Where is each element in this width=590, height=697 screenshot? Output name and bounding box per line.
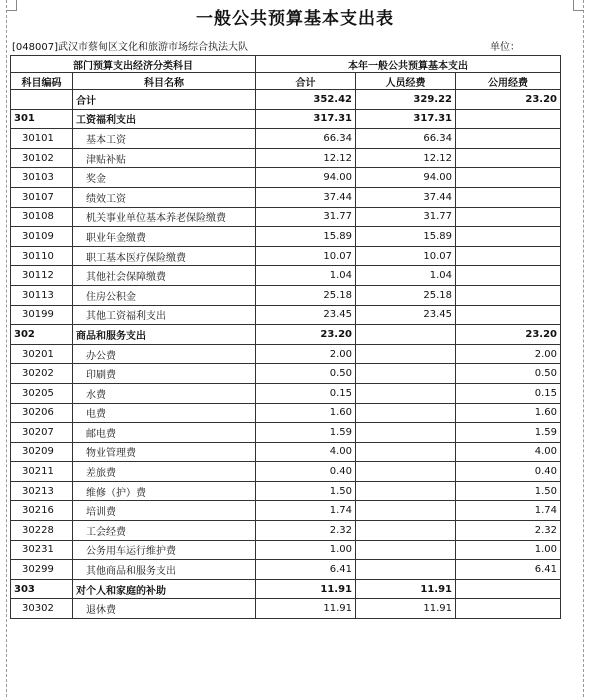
cell-personnel bbox=[356, 442, 456, 462]
header-personnel: 人员经费 bbox=[356, 73, 456, 90]
cell-total: 11.91 bbox=[256, 599, 356, 619]
table-row bbox=[11, 579, 561, 599]
cell-public: 1.74 bbox=[456, 501, 561, 521]
cell-public: 4.00 bbox=[456, 442, 561, 462]
cell-total: 0.40 bbox=[256, 462, 356, 482]
page-title: 一般公共预算基本支出表 bbox=[196, 9, 394, 29]
cell-code bbox=[11, 90, 73, 110]
table-row bbox=[11, 521, 561, 541]
cell-personnel: 11.91 bbox=[356, 599, 456, 619]
cell-personnel: 37.44 bbox=[356, 187, 456, 207]
cell-code: 30209 bbox=[11, 442, 73, 462]
header-name: 科目名称 bbox=[73, 73, 256, 90]
cell-name: 退休费 bbox=[73, 599, 256, 619]
cell-code: 30207 bbox=[11, 423, 73, 443]
cell-public bbox=[456, 168, 561, 188]
cell-code: 30202 bbox=[11, 364, 73, 384]
cell-public: 23.20 bbox=[456, 325, 561, 345]
cell-personnel: 12.12 bbox=[356, 148, 456, 168]
cell-name: 奖金 bbox=[73, 168, 256, 188]
cell-name: 培训费 bbox=[73, 501, 256, 521]
header-total: 合计 bbox=[256, 73, 356, 90]
cell-code: 30108 bbox=[11, 207, 73, 227]
cell-total: 2.32 bbox=[256, 521, 356, 541]
cell-name: 办公费 bbox=[73, 344, 256, 364]
cell-personnel bbox=[356, 521, 456, 541]
cell-name: 合计 bbox=[73, 90, 256, 110]
cell-total: 94.00 bbox=[256, 168, 356, 188]
table-row bbox=[11, 403, 561, 423]
cell-name: 差旅费 bbox=[73, 462, 256, 482]
expenditure-table bbox=[10, 55, 561, 619]
cell-public bbox=[456, 266, 561, 286]
cell-code: 30302 bbox=[11, 599, 73, 619]
table-row bbox=[11, 187, 561, 207]
cell-total: 10.07 bbox=[256, 246, 356, 266]
cell-total: 4.00 bbox=[256, 442, 356, 462]
table-row bbox=[11, 227, 561, 247]
cell-personnel: 11.91 bbox=[356, 579, 456, 599]
cell-personnel: 317.31 bbox=[356, 109, 456, 129]
cell-public: 1.60 bbox=[456, 403, 561, 423]
table-row bbox=[11, 325, 561, 345]
cell-total: 317.31 bbox=[256, 109, 356, 129]
cell-name: 其他社会保障缴费 bbox=[73, 266, 256, 286]
cell-total: 25.18 bbox=[256, 285, 356, 305]
cell-name: 绩效工资 bbox=[73, 187, 256, 207]
cell-code: 30206 bbox=[11, 403, 73, 423]
cell-public bbox=[456, 579, 561, 599]
cell-total: 1.60 bbox=[256, 403, 356, 423]
cell-code: 30299 bbox=[11, 560, 73, 580]
table-row bbox=[11, 540, 561, 560]
cell-name: 邮电费 bbox=[73, 423, 256, 443]
cell-code: 30103 bbox=[11, 168, 73, 188]
cell-code: 30107 bbox=[11, 187, 73, 207]
cell-name: 对个人和家庭的补助 bbox=[73, 579, 256, 599]
table-row bbox=[11, 383, 561, 403]
cell-personnel bbox=[356, 540, 456, 560]
table-row bbox=[11, 129, 561, 149]
cell-personnel: 10.07 bbox=[356, 246, 456, 266]
cell-total: 12.12 bbox=[256, 148, 356, 168]
cell-public: 6.41 bbox=[456, 560, 561, 580]
cell-name: 维修（护）费 bbox=[73, 481, 256, 501]
unit-label: 单位： bbox=[490, 42, 520, 53]
cell-public: 1.50 bbox=[456, 481, 561, 501]
cell-name: 职工基本医疗保险缴费 bbox=[73, 246, 256, 266]
table-row bbox=[11, 560, 561, 580]
cell-personnel: 66.34 bbox=[356, 129, 456, 149]
cell-name: 其他工资福利支出 bbox=[73, 305, 256, 325]
cell-personnel: 23.45 bbox=[356, 305, 456, 325]
cell-code: 302 bbox=[11, 325, 73, 345]
header-group-expenditure: 本年一般公共预算基本支出 bbox=[256, 56, 561, 73]
cell-total: 31.77 bbox=[256, 207, 356, 227]
cell-public: 1.59 bbox=[456, 423, 561, 443]
header-public: 公用经费 bbox=[456, 73, 561, 90]
cell-total: 1.00 bbox=[256, 540, 356, 560]
cell-public bbox=[456, 207, 561, 227]
table-row bbox=[11, 442, 561, 462]
table-row bbox=[11, 462, 561, 482]
cell-public bbox=[456, 187, 561, 207]
cell-personnel bbox=[356, 481, 456, 501]
cell-code: 30205 bbox=[11, 383, 73, 403]
cell-total: 6.41 bbox=[256, 560, 356, 580]
cell-name: 其他商品和服务支出 bbox=[73, 560, 256, 580]
cell-personnel: 94.00 bbox=[356, 168, 456, 188]
cell-code: 30113 bbox=[11, 285, 73, 305]
cell-public bbox=[456, 599, 561, 619]
cell-personnel bbox=[356, 403, 456, 423]
cell-public: 2.32 bbox=[456, 521, 561, 541]
table-row bbox=[11, 423, 561, 443]
table-row bbox=[11, 364, 561, 384]
cell-code: 30102 bbox=[11, 148, 73, 168]
cell-name: 住房公积金 bbox=[73, 285, 256, 305]
cell-name: 职业年金缴费 bbox=[73, 227, 256, 247]
cell-name: 机关事业单位基本养老保险缴费 bbox=[73, 207, 256, 227]
cell-public bbox=[456, 285, 561, 305]
cell-code: 301 bbox=[11, 109, 73, 129]
cell-code: 30110 bbox=[11, 246, 73, 266]
table-row bbox=[11, 305, 561, 325]
table-row bbox=[11, 246, 561, 266]
cell-total: 11.91 bbox=[256, 579, 356, 599]
cell-total: 15.89 bbox=[256, 227, 356, 247]
cell-public bbox=[456, 246, 561, 266]
cell-name: 津贴补贴 bbox=[73, 148, 256, 168]
cell-code: 30101 bbox=[11, 129, 73, 149]
cell-total: 66.34 bbox=[256, 129, 356, 149]
table-row bbox=[11, 599, 561, 619]
table-row bbox=[11, 207, 561, 227]
cell-code: 30231 bbox=[11, 540, 73, 560]
cell-personnel: 15.89 bbox=[356, 227, 456, 247]
cell-public bbox=[456, 227, 561, 247]
cell-public bbox=[456, 109, 561, 129]
cell-name: 工会经费 bbox=[73, 521, 256, 541]
cell-code: 30211 bbox=[11, 462, 73, 482]
cell-personnel bbox=[356, 423, 456, 443]
cell-public: 1.00 bbox=[456, 540, 561, 560]
cell-total: 1.50 bbox=[256, 481, 356, 501]
cell-total: 0.50 bbox=[256, 364, 356, 384]
cell-total: 1.59 bbox=[256, 423, 356, 443]
cell-name: 水费 bbox=[73, 383, 256, 403]
cell-code: 30112 bbox=[11, 266, 73, 286]
table-row bbox=[11, 344, 561, 364]
cell-total: 1.04 bbox=[256, 266, 356, 286]
cell-public: 23.20 bbox=[456, 90, 561, 110]
cell-name: 工资福利支出 bbox=[73, 109, 256, 129]
cell-total: 37.44 bbox=[256, 187, 356, 207]
cell-personnel bbox=[356, 364, 456, 384]
cell-public: 2.00 bbox=[456, 344, 561, 364]
cell-personnel: 31.77 bbox=[356, 207, 456, 227]
cell-public bbox=[456, 305, 561, 325]
table-row bbox=[11, 168, 561, 188]
cell-name: 基本工资 bbox=[73, 129, 256, 149]
cell-code: 30199 bbox=[11, 305, 73, 325]
table-row bbox=[11, 109, 561, 129]
cell-personnel: 329.22 bbox=[356, 90, 456, 110]
cell-personnel bbox=[356, 501, 456, 521]
cell-name: 商品和服务支出 bbox=[73, 325, 256, 345]
cell-public bbox=[456, 129, 561, 149]
cell-total: 23.20 bbox=[256, 325, 356, 345]
cell-total: 1.74 bbox=[256, 501, 356, 521]
cell-total: 2.00 bbox=[256, 344, 356, 364]
cell-code: 30228 bbox=[11, 521, 73, 541]
table-row bbox=[11, 148, 561, 168]
table-row bbox=[11, 266, 561, 286]
cell-total: 23.45 bbox=[256, 305, 356, 325]
cell-total: 0.15 bbox=[256, 383, 356, 403]
cell-public: 0.15 bbox=[456, 383, 561, 403]
table-row bbox=[11, 90, 561, 110]
header-code: 科目编码 bbox=[11, 73, 73, 90]
cell-public bbox=[456, 148, 561, 168]
cell-personnel bbox=[356, 344, 456, 364]
cell-code: 30201 bbox=[11, 344, 73, 364]
header-group-classification: 部门预算支出经济分类科目 bbox=[11, 56, 256, 73]
cell-personnel bbox=[356, 325, 456, 345]
cell-name: 物业管理费 bbox=[73, 442, 256, 462]
cell-code: 30213 bbox=[11, 481, 73, 501]
cell-total: 352.42 bbox=[256, 90, 356, 110]
organization-label: [048007]武汉市蔡甸区文化和旅游市场综合执法大队 bbox=[12, 42, 248, 53]
cell-personnel bbox=[356, 560, 456, 580]
table-row bbox=[11, 501, 561, 521]
table-row bbox=[11, 481, 561, 501]
cell-public: 0.40 bbox=[456, 462, 561, 482]
cell-personnel: 1.04 bbox=[356, 266, 456, 286]
cell-name: 电费 bbox=[73, 403, 256, 423]
cell-personnel: 25.18 bbox=[356, 285, 456, 305]
cell-personnel bbox=[356, 462, 456, 482]
cell-code: 30109 bbox=[11, 227, 73, 247]
cell-code: 30216 bbox=[11, 501, 73, 521]
cell-code: 303 bbox=[11, 579, 73, 599]
table-row bbox=[11, 285, 561, 305]
cell-personnel bbox=[356, 383, 456, 403]
cell-public: 0.50 bbox=[456, 364, 561, 384]
cell-name: 公务用车运行维护费 bbox=[73, 540, 256, 560]
cell-name: 印刷费 bbox=[73, 364, 256, 384]
